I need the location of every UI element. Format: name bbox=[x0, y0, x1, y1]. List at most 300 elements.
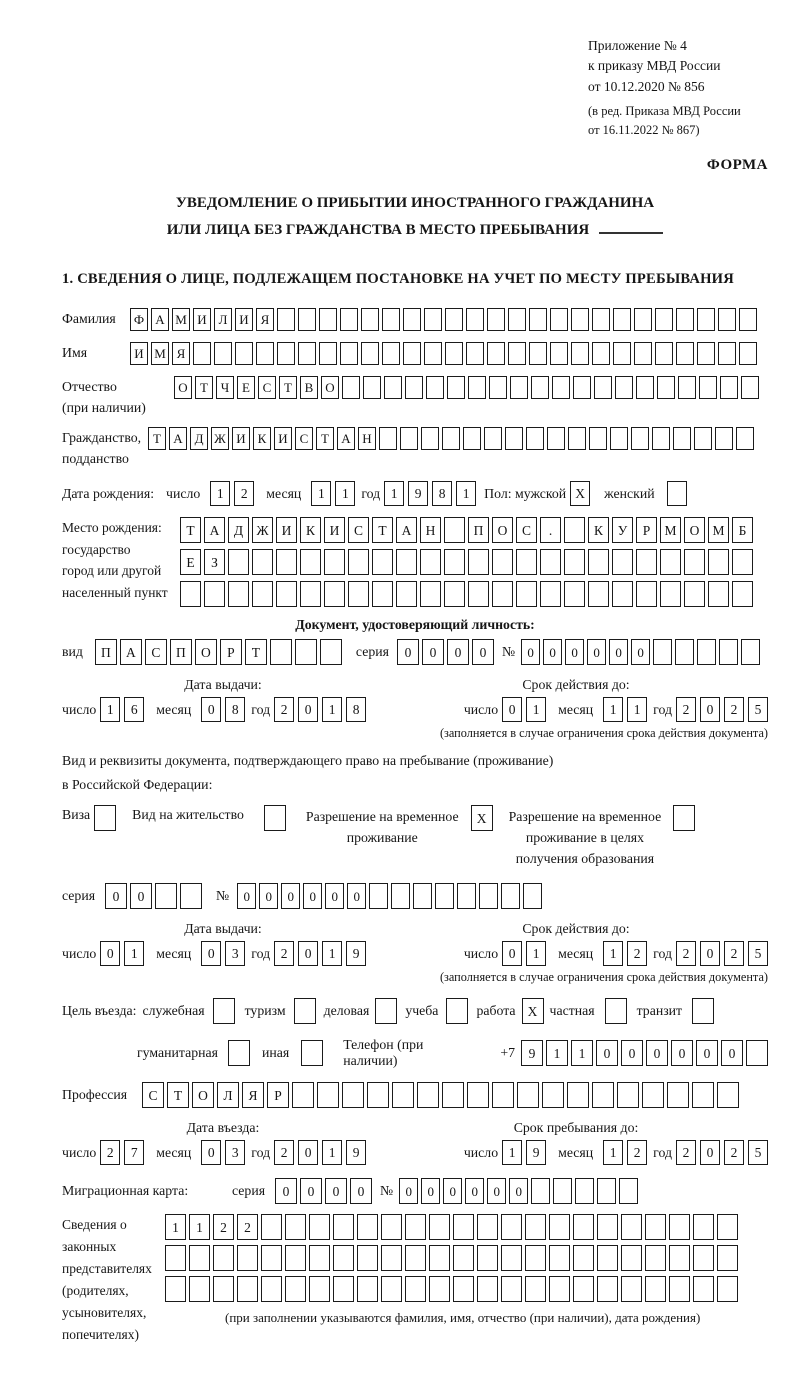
form-cell[interactable]: А bbox=[337, 427, 355, 450]
form-cell[interactable] bbox=[369, 883, 388, 909]
form-cell[interactable]: 2 bbox=[213, 1214, 234, 1240]
form-cell[interactable]: У bbox=[612, 517, 633, 543]
form-cell[interactable]: 0 bbox=[130, 883, 152, 909]
form-cell[interactable] bbox=[597, 1276, 618, 1302]
form-cell[interactable] bbox=[333, 1245, 354, 1271]
form-cell[interactable]: 1 bbox=[322, 697, 342, 722]
form-cell[interactable]: 0 bbox=[325, 883, 344, 909]
form-cell[interactable] bbox=[396, 581, 417, 607]
form-cell[interactable]: Н bbox=[420, 517, 441, 543]
form-cell[interactable] bbox=[573, 1245, 594, 1271]
form-cell[interactable]: 1 bbox=[311, 481, 331, 506]
form-cell[interactable] bbox=[588, 581, 609, 607]
form-cell[interactable] bbox=[540, 549, 561, 575]
form-cell[interactable]: . bbox=[540, 517, 561, 543]
form-cell[interactable]: О bbox=[195, 639, 217, 665]
form-cell[interactable]: К bbox=[253, 427, 271, 450]
form-cell[interactable]: О bbox=[684, 517, 705, 543]
form-cell[interactable]: Л bbox=[217, 1082, 239, 1108]
form-cell[interactable]: 9 bbox=[346, 1140, 366, 1165]
form-cell[interactable]: 1 bbox=[603, 697, 623, 722]
form-cell[interactable] bbox=[463, 427, 481, 450]
form-cell[interactable] bbox=[357, 1245, 378, 1271]
form-cell[interactable] bbox=[453, 1214, 474, 1240]
form-cell[interactable]: Н bbox=[358, 427, 376, 450]
form-cell[interactable] bbox=[228, 581, 249, 607]
form-cell[interactable] bbox=[319, 308, 337, 331]
form-cell[interactable] bbox=[492, 549, 513, 575]
form-cell[interactable] bbox=[592, 1082, 614, 1108]
form-cell[interactable]: 2 bbox=[676, 1140, 696, 1165]
form-cell[interactable] bbox=[568, 427, 586, 450]
form-cell[interactable] bbox=[697, 308, 715, 331]
form-cell[interactable] bbox=[235, 342, 253, 365]
form-cell[interactable] bbox=[676, 342, 694, 365]
form-cell[interactable]: 2 bbox=[676, 697, 696, 722]
form-cell[interactable] bbox=[653, 639, 672, 665]
form-cell[interactable] bbox=[417, 1082, 439, 1108]
form-cell[interactable] bbox=[597, 1214, 618, 1240]
form-cell[interactable]: Ф bbox=[130, 308, 148, 331]
form-cell[interactable] bbox=[484, 427, 502, 450]
form-cell[interactable] bbox=[479, 883, 498, 909]
form-cell[interactable] bbox=[739, 308, 757, 331]
form-cell[interactable] bbox=[381, 1245, 402, 1271]
form-cell[interactable]: X bbox=[570, 481, 590, 506]
form-cell[interactable] bbox=[589, 427, 607, 450]
form-cell[interactable] bbox=[396, 549, 417, 575]
form-cell[interactable]: 0 bbox=[565, 639, 584, 665]
form-cell[interactable]: Р bbox=[636, 517, 657, 543]
form-cell[interactable] bbox=[575, 1178, 594, 1204]
form-cell[interactable]: О bbox=[174, 376, 192, 399]
form-cell[interactable] bbox=[573, 1214, 594, 1240]
form-cell[interactable] bbox=[333, 1276, 354, 1302]
form-cell[interactable]: 0 bbox=[422, 639, 444, 665]
form-cell[interactable] bbox=[189, 1276, 210, 1302]
form-cell[interactable]: 2 bbox=[724, 941, 744, 966]
form-cell[interactable] bbox=[741, 639, 760, 665]
form-cell[interactable] bbox=[363, 376, 381, 399]
form-cell[interactable] bbox=[426, 376, 444, 399]
form-cell[interactable] bbox=[720, 376, 738, 399]
form-cell[interactable]: 9 bbox=[408, 481, 428, 506]
form-cell[interactable] bbox=[468, 581, 489, 607]
form-cell[interactable] bbox=[673, 427, 691, 450]
form-cell[interactable] bbox=[261, 1214, 282, 1240]
form-cell[interactable] bbox=[319, 342, 337, 365]
form-cell[interactable]: 0 bbox=[700, 697, 720, 722]
form-cell[interactable]: 5 bbox=[748, 1140, 768, 1165]
form-cell[interactable]: Ч bbox=[216, 376, 234, 399]
form-cell[interactable] bbox=[692, 998, 714, 1024]
form-cell[interactable]: И bbox=[232, 427, 250, 450]
form-cell[interactable]: 0 bbox=[465, 1178, 484, 1204]
form-cell[interactable] bbox=[699, 376, 717, 399]
form-cell[interactable]: 7 bbox=[124, 1140, 144, 1165]
form-cell[interactable] bbox=[508, 342, 526, 365]
form-cell[interactable] bbox=[228, 549, 249, 575]
form-cell[interactable]: Я bbox=[242, 1082, 264, 1108]
form-cell[interactable] bbox=[477, 1276, 498, 1302]
form-cell[interactable] bbox=[180, 883, 202, 909]
form-cell[interactable] bbox=[298, 308, 316, 331]
form-cell[interactable] bbox=[529, 342, 547, 365]
form-cell[interactable] bbox=[550, 342, 568, 365]
form-cell[interactable] bbox=[636, 549, 657, 575]
form-cell[interactable] bbox=[715, 427, 733, 450]
form-cell[interactable]: Е bbox=[237, 376, 255, 399]
form-cell[interactable] bbox=[736, 427, 754, 450]
form-cell[interactable] bbox=[597, 1178, 616, 1204]
form-cell[interactable] bbox=[657, 376, 675, 399]
form-cell[interactable]: И bbox=[324, 517, 345, 543]
form-cell[interactable]: 9 bbox=[526, 1140, 546, 1165]
form-cell[interactable]: Т bbox=[180, 517, 201, 543]
form-cell[interactable]: С bbox=[258, 376, 276, 399]
form-cell[interactable] bbox=[693, 1214, 714, 1240]
form-cell[interactable]: 8 bbox=[225, 697, 245, 722]
form-cell[interactable] bbox=[381, 1214, 402, 1240]
form-cell[interactable] bbox=[636, 581, 657, 607]
form-cell[interactable]: А bbox=[204, 517, 225, 543]
form-cell[interactable] bbox=[645, 1276, 666, 1302]
form-cell[interactable]: Р bbox=[220, 639, 242, 665]
form-cell[interactable]: 2 bbox=[234, 481, 254, 506]
form-cell[interactable] bbox=[467, 1082, 489, 1108]
form-cell[interactable]: 9 bbox=[521, 1040, 543, 1066]
form-cell[interactable]: 2 bbox=[724, 1140, 744, 1165]
form-cell[interactable]: 2 bbox=[627, 1140, 647, 1165]
form-cell[interactable]: 1 bbox=[603, 941, 623, 966]
form-cell[interactable] bbox=[277, 342, 295, 365]
form-cell[interactable] bbox=[549, 1245, 570, 1271]
form-cell[interactable] bbox=[165, 1276, 186, 1302]
form-cell[interactable] bbox=[676, 308, 694, 331]
form-cell[interactable]: 1 bbox=[322, 941, 342, 966]
form-cell[interactable] bbox=[571, 308, 589, 331]
form-cell[interactable] bbox=[553, 1178, 572, 1204]
form-cell[interactable] bbox=[550, 308, 568, 331]
form-cell[interactable] bbox=[477, 1245, 498, 1271]
form-cell[interactable]: 1 bbox=[100, 697, 120, 722]
form-cell[interactable]: 0 bbox=[700, 941, 720, 966]
form-cell[interactable] bbox=[405, 1214, 426, 1240]
form-cell[interactable]: 0 bbox=[325, 1178, 347, 1204]
form-cell[interactable] bbox=[165, 1245, 186, 1271]
form-cell[interactable]: Т bbox=[245, 639, 267, 665]
form-cell[interactable] bbox=[264, 805, 286, 831]
form-cell[interactable]: 1 bbox=[526, 941, 546, 966]
form-cell[interactable] bbox=[300, 581, 321, 607]
form-cell[interactable]: С bbox=[348, 517, 369, 543]
form-cell[interactable] bbox=[510, 376, 528, 399]
form-cell[interactable] bbox=[621, 1276, 642, 1302]
form-cell[interactable] bbox=[413, 883, 432, 909]
form-cell[interactable]: А bbox=[151, 308, 169, 331]
form-cell[interactable]: Т bbox=[148, 427, 166, 450]
form-cell[interactable] bbox=[732, 581, 753, 607]
form-cell[interactable] bbox=[342, 1082, 364, 1108]
form-cell[interactable] bbox=[333, 1214, 354, 1240]
form-cell[interactable] bbox=[294, 998, 316, 1024]
form-cell[interactable]: Я bbox=[172, 342, 190, 365]
form-cell[interactable] bbox=[678, 376, 696, 399]
form-cell[interactable] bbox=[667, 1082, 689, 1108]
form-cell[interactable] bbox=[487, 308, 505, 331]
form-cell[interactable] bbox=[567, 1082, 589, 1108]
form-cell[interactable] bbox=[213, 998, 235, 1024]
form-cell[interactable] bbox=[613, 308, 631, 331]
form-cell[interactable] bbox=[526, 427, 544, 450]
form-cell[interactable]: 0 bbox=[521, 639, 540, 665]
form-cell[interactable] bbox=[612, 549, 633, 575]
form-cell[interactable] bbox=[717, 1245, 738, 1271]
form-cell[interactable] bbox=[617, 1082, 639, 1108]
form-cell[interactable]: 0 bbox=[671, 1040, 693, 1066]
form-cell[interactable] bbox=[256, 342, 274, 365]
form-cell[interactable] bbox=[718, 308, 736, 331]
form-cell[interactable] bbox=[466, 342, 484, 365]
form-cell[interactable] bbox=[403, 342, 421, 365]
form-cell[interactable]: 0 bbox=[298, 697, 318, 722]
form-cell[interactable] bbox=[692, 1082, 714, 1108]
form-cell[interactable] bbox=[435, 883, 454, 909]
form-cell[interactable] bbox=[298, 342, 316, 365]
form-cell[interactable] bbox=[285, 1276, 306, 1302]
form-cell[interactable] bbox=[367, 1082, 389, 1108]
form-cell[interactable] bbox=[492, 581, 513, 607]
form-cell[interactable] bbox=[531, 376, 549, 399]
form-cell[interactable]: 0 bbox=[201, 941, 221, 966]
form-cell[interactable] bbox=[340, 342, 358, 365]
form-cell[interactable]: X bbox=[522, 998, 544, 1024]
form-cell[interactable] bbox=[634, 342, 652, 365]
form-cell[interactable] bbox=[375, 998, 397, 1024]
form-cell[interactable]: М bbox=[151, 342, 169, 365]
form-cell[interactable] bbox=[421, 427, 439, 450]
form-cell[interactable] bbox=[673, 805, 695, 831]
form-cell[interactable]: 0 bbox=[397, 639, 419, 665]
form-cell[interactable] bbox=[213, 1245, 234, 1271]
form-cell[interactable] bbox=[276, 549, 297, 575]
form-cell[interactable] bbox=[612, 581, 633, 607]
form-cell[interactable] bbox=[592, 308, 610, 331]
form-cell[interactable]: Я bbox=[256, 308, 274, 331]
form-cell[interactable]: А bbox=[120, 639, 142, 665]
form-cell[interactable]: 6 bbox=[124, 697, 144, 722]
form-cell[interactable]: 8 bbox=[346, 697, 366, 722]
form-cell[interactable]: В bbox=[300, 376, 318, 399]
form-cell[interactable] bbox=[468, 549, 489, 575]
form-cell[interactable] bbox=[405, 1276, 426, 1302]
form-cell[interactable]: 2 bbox=[237, 1214, 258, 1240]
form-cell[interactable] bbox=[444, 517, 465, 543]
form-cell[interactable]: X bbox=[471, 805, 493, 831]
form-cell[interactable] bbox=[717, 1276, 738, 1302]
form-cell[interactable] bbox=[295, 639, 317, 665]
form-cell[interactable]: 0 bbox=[237, 883, 256, 909]
form-cell[interactable] bbox=[420, 581, 441, 607]
form-cell[interactable] bbox=[573, 1276, 594, 1302]
form-cell[interactable]: Т bbox=[372, 517, 393, 543]
form-cell[interactable] bbox=[549, 1276, 570, 1302]
form-cell[interactable] bbox=[516, 549, 537, 575]
form-cell[interactable] bbox=[505, 427, 523, 450]
form-cell[interactable]: 2 bbox=[274, 941, 294, 966]
form-cell[interactable] bbox=[547, 427, 565, 450]
form-cell[interactable] bbox=[424, 308, 442, 331]
form-cell[interactable] bbox=[717, 1214, 738, 1240]
form-cell[interactable] bbox=[634, 308, 652, 331]
form-cell[interactable]: 0 bbox=[447, 639, 469, 665]
form-cell[interactable] bbox=[746, 1040, 768, 1066]
form-cell[interactable] bbox=[391, 883, 410, 909]
form-cell[interactable] bbox=[261, 1276, 282, 1302]
form-cell[interactable]: 0 bbox=[700, 1140, 720, 1165]
form-cell[interactable] bbox=[516, 581, 537, 607]
form-cell[interactable] bbox=[564, 549, 585, 575]
form-cell[interactable] bbox=[621, 1214, 642, 1240]
form-cell[interactable]: 1 bbox=[456, 481, 476, 506]
form-cell[interactable] bbox=[466, 308, 484, 331]
form-cell[interactable] bbox=[372, 549, 393, 575]
form-cell[interactable]: 1 bbox=[210, 481, 230, 506]
form-cell[interactable] bbox=[252, 549, 273, 575]
form-cell[interactable]: С bbox=[145, 639, 167, 665]
form-cell[interactable]: 1 bbox=[124, 941, 144, 966]
form-cell[interactable]: 1 bbox=[627, 697, 647, 722]
form-cell[interactable] bbox=[693, 1276, 714, 1302]
form-cell[interactable]: П bbox=[95, 639, 117, 665]
form-cell[interactable] bbox=[340, 308, 358, 331]
form-cell[interactable] bbox=[457, 883, 476, 909]
form-cell[interactable]: М bbox=[660, 517, 681, 543]
form-cell[interactable]: 1 bbox=[571, 1040, 593, 1066]
form-cell[interactable] bbox=[655, 308, 673, 331]
form-cell[interactable]: 1 bbox=[603, 1140, 623, 1165]
form-cell[interactable]: А bbox=[169, 427, 187, 450]
form-cell[interactable]: Ж bbox=[252, 517, 273, 543]
form-cell[interactable] bbox=[357, 1276, 378, 1302]
form-cell[interactable] bbox=[694, 427, 712, 450]
form-cell[interactable]: С bbox=[516, 517, 537, 543]
form-cell[interactable] bbox=[594, 376, 612, 399]
form-cell[interactable] bbox=[732, 549, 753, 575]
form-cell[interactable] bbox=[372, 581, 393, 607]
form-cell[interactable]: 8 bbox=[432, 481, 452, 506]
form-cell[interactable] bbox=[309, 1276, 330, 1302]
form-cell[interactable] bbox=[684, 581, 705, 607]
form-cell[interactable] bbox=[631, 427, 649, 450]
form-cell[interactable]: 0 bbox=[347, 883, 366, 909]
form-cell[interactable] bbox=[252, 581, 273, 607]
form-cell[interactable] bbox=[645, 1214, 666, 1240]
form-cell[interactable]: 3 bbox=[225, 1140, 245, 1165]
form-cell[interactable] bbox=[549, 1214, 570, 1240]
form-cell[interactable]: И bbox=[235, 308, 253, 331]
form-cell[interactable]: И bbox=[274, 427, 292, 450]
form-cell[interactable] bbox=[180, 581, 201, 607]
form-cell[interactable]: 0 bbox=[105, 883, 127, 909]
form-cell[interactable]: М bbox=[708, 517, 729, 543]
form-cell[interactable] bbox=[320, 639, 342, 665]
form-cell[interactable] bbox=[381, 1276, 402, 1302]
form-cell[interactable] bbox=[655, 342, 673, 365]
form-cell[interactable] bbox=[605, 998, 627, 1024]
form-cell[interactable] bbox=[429, 1276, 450, 1302]
form-cell[interactable] bbox=[508, 308, 526, 331]
form-cell[interactable] bbox=[193, 342, 211, 365]
form-cell[interactable]: 0 bbox=[596, 1040, 618, 1066]
form-cell[interactable] bbox=[525, 1276, 546, 1302]
form-cell[interactable] bbox=[94, 805, 116, 831]
form-cell[interactable] bbox=[261, 1245, 282, 1271]
form-cell[interactable]: Ж bbox=[211, 427, 229, 450]
form-cell[interactable] bbox=[592, 342, 610, 365]
form-cell[interactable] bbox=[444, 581, 465, 607]
form-cell[interactable] bbox=[301, 1040, 323, 1066]
form-cell[interactable] bbox=[652, 427, 670, 450]
form-cell[interactable] bbox=[542, 1082, 564, 1108]
form-cell[interactable]: 0 bbox=[298, 941, 318, 966]
form-cell[interactable]: 1 bbox=[322, 1140, 342, 1165]
form-cell[interactable] bbox=[237, 1276, 258, 1302]
form-cell[interactable]: 0 bbox=[472, 639, 494, 665]
form-cell[interactable] bbox=[276, 581, 297, 607]
form-cell[interactable]: 0 bbox=[502, 697, 522, 722]
form-cell[interactable] bbox=[597, 1245, 618, 1271]
form-cell[interactable] bbox=[300, 549, 321, 575]
form-cell[interactable] bbox=[379, 427, 397, 450]
form-cell[interactable] bbox=[739, 342, 757, 365]
form-cell[interactable]: К bbox=[588, 517, 609, 543]
form-cell[interactable]: 1 bbox=[526, 697, 546, 722]
form-cell[interactable]: 0 bbox=[281, 883, 300, 909]
form-cell[interactable]: П bbox=[468, 517, 489, 543]
form-cell[interactable]: П bbox=[170, 639, 192, 665]
form-cell[interactable] bbox=[741, 376, 759, 399]
form-cell[interactable] bbox=[361, 342, 379, 365]
form-cell[interactable] bbox=[501, 1245, 522, 1271]
form-cell[interactable] bbox=[717, 1082, 739, 1108]
form-cell[interactable]: 0 bbox=[443, 1178, 462, 1204]
form-cell[interactable] bbox=[453, 1276, 474, 1302]
form-cell[interactable]: 0 bbox=[303, 883, 322, 909]
form-cell[interactable]: Б bbox=[732, 517, 753, 543]
form-cell[interactable]: 0 bbox=[696, 1040, 718, 1066]
form-cell[interactable] bbox=[228, 1040, 250, 1066]
form-cell[interactable] bbox=[392, 1082, 414, 1108]
form-cell[interactable]: 3 bbox=[225, 941, 245, 966]
form-cell[interactable] bbox=[669, 1245, 690, 1271]
form-cell[interactable]: Е bbox=[180, 549, 201, 575]
form-cell[interactable] bbox=[384, 376, 402, 399]
form-cell[interactable]: 0 bbox=[631, 639, 650, 665]
form-cell[interactable]: 2 bbox=[676, 941, 696, 966]
form-cell[interactable]: 2 bbox=[274, 1140, 294, 1165]
form-cell[interactable] bbox=[317, 1082, 339, 1108]
form-cell[interactable]: Л bbox=[214, 308, 232, 331]
form-cell[interactable] bbox=[615, 376, 633, 399]
form-cell[interactable]: О bbox=[321, 376, 339, 399]
form-cell[interactable] bbox=[517, 1082, 539, 1108]
form-cell[interactable]: С bbox=[295, 427, 313, 450]
form-cell[interactable] bbox=[361, 308, 379, 331]
form-cell[interactable] bbox=[453, 1245, 474, 1271]
form-cell[interactable]: Т bbox=[195, 376, 213, 399]
form-cell[interactable]: 0 bbox=[646, 1040, 668, 1066]
